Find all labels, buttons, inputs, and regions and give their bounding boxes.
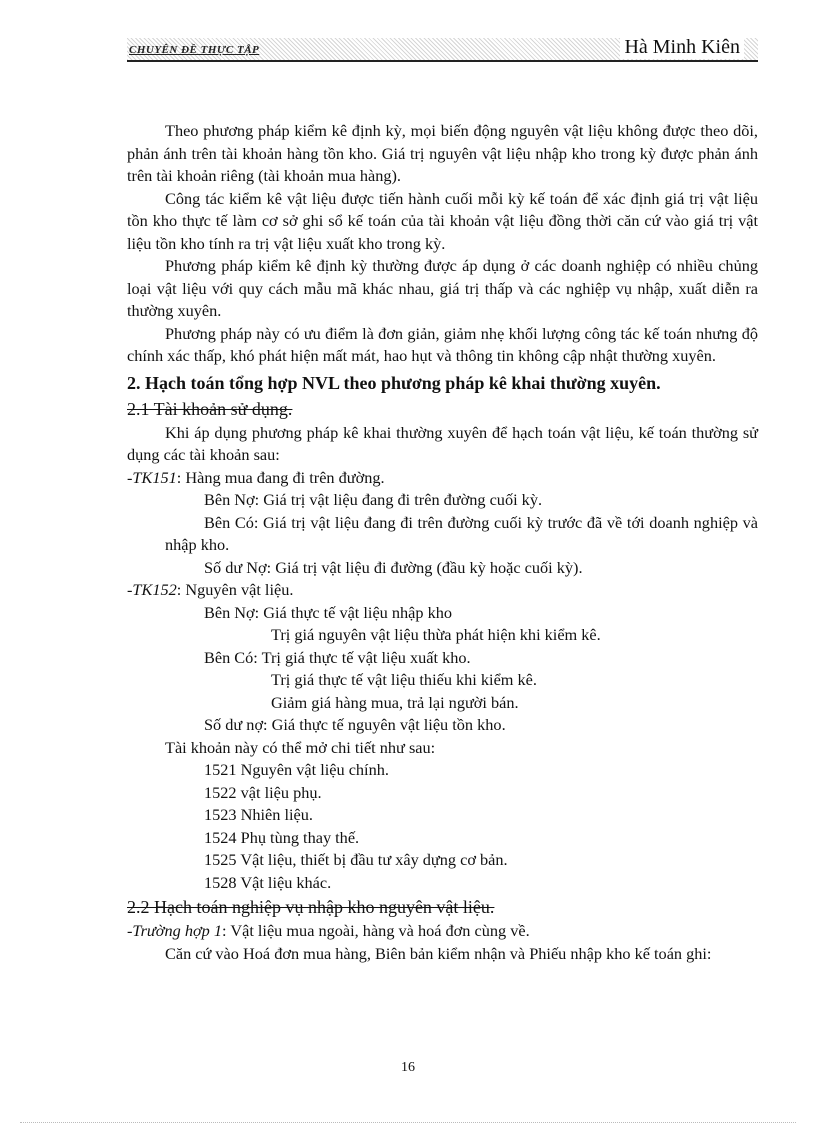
sub-account-item: 1523 Nhiên liệu. — [204, 805, 313, 824]
account-line: Bên Có: Trị giá thực tế vật liệu xuất kho. — [204, 647, 471, 667]
paragraph: Công tác kiểm kê vật liệu được tiến hành cuối mỗi kỳ kế toán để xác định giá trị vật liệu tồn kho thực tế làm cơ sở ghi sổ kế toán của tài khoản vật liệu đồng thời căn cứ vào giá trị vật liệu tồn kho tính ra trị vật liệu xuất kho trong kỳ. — [127, 188, 758, 253]
sub-account-item: 1525 Vật liệu, thiết bị đầu tư xây dựng cơ bản. — [204, 850, 508, 869]
subsection-heading: 2.1 Tài khoản sử dụng. — [127, 398, 293, 419]
account-line: Bên Có: Giá trị vật liệu đang đi trên đường cuối kỳ trước đã về tới doanh nghiệp và nhập kho. — [165, 512, 758, 554]
page-number: 16 — [401, 1060, 415, 1075]
account-tk152 — [127, 579, 758, 602]
account-name: : Nguyên vật liệu. — [176, 580, 294, 599]
sub-account-item: 1528 Vật liệu khác. — [204, 872, 332, 892]
paragraph: Phương pháp kiểm kê định kỳ thường được áp dụng ở các doanh nghiệp có nhiều chủng loại vật liệu với quy cách mẫu mã khác nhau, giá trị thấp và các nghiệp vụ nhập, xuất diễn ra thường xuyên. — [127, 256, 758, 320]
account-line: Trị giá nguyên vật liệu thừa phát hiện khi kiểm kê. — [271, 625, 601, 644]
case-text: : Vật liệu mua ngoài, hàng và hoá đơn cùng về. — [222, 921, 530, 940]
section-heading: 2. Hạch toán tổng hợp NVL theo phương pháp kê khai thường xuyên. — [127, 372, 661, 393]
paragraph: Khi áp dụng phương pháp kê khai thường xuyên để hạch toán vật liệu, kế toán thường sử dụng các tài khoản sau: — [127, 422, 758, 464]
case-line — [127, 920, 758, 943]
account-line: Bên Nợ: Giá trị vật liệu đang đi trên đường cuối kỳ. — [204, 490, 543, 509]
sub-account-item: 1522 vật liệu phụ. — [204, 782, 322, 802]
sub-account-item: 1521 Nguyên vật liệu chính. — [204, 760, 389, 779]
paragraph: Căn cứ vào Hoá đơn mua hàng, Biên bản kiểm nhận và Phiếu nhập kho kế toán ghi: — [165, 943, 712, 963]
account-code: -TK151 — [127, 467, 177, 487]
account-line: Trị giá thực tế vật liệu thiếu khi kiểm kê. — [271, 670, 537, 689]
account-name: : Hàng mua đang đi trên đường. — [176, 467, 385, 487]
sub-account-item: 1524 Phụ tùng thay thế. — [204, 827, 360, 847]
document-body — [127, 120, 758, 965]
case-label: -Trường hợp 1 — [127, 921, 223, 940]
account-code: -TK152 — [127, 580, 177, 599]
header-title: CHUYÊN ĐỀ THỰC TẬP — [129, 44, 260, 56]
account-line: Bên Nợ: Giá thực tế vật liệu nhập kho — [204, 602, 453, 622]
account-line: Số dư nợ: Giá thực tế nguyên vật liệu tồn kho. — [204, 715, 506, 734]
account-tk151 — [127, 467, 758, 490]
paragraph: Tài khoản này có thể mở chi tiết như sau: — [165, 737, 436, 757]
account-line: Số dư Nợ: Giá trị vật liệu đi đường (đầu kỳ hoặc cuối kỳ). — [204, 557, 583, 577]
page-header — [127, 38, 758, 62]
paragraph: Theo phương pháp kiểm kê định kỳ, mọi biến động nguyên vật liệu không được theo dõi, phản ánh trên tài khoản hàng tồn kho. Giá trị nguyên vật liệu nhập kho trong kỳ được phản ánh trên tài khoản riêng (tài khoản mua hàng). — [127, 121, 758, 185]
account-line: Giảm giá hàng mua, trả lại người bán. — [271, 692, 519, 712]
paragraph: Phương pháp này có ưu điểm là đơn giản, giảm nhẹ khối lượng công tác kế toán nhưng độ chính xác thấp, khó phát hiện mất mát, hao hụt và thông tin không cập nhật thường xuyên. — [127, 323, 758, 365]
header-author: Hà Minh Kiên — [620, 36, 744, 59]
subsection-heading: 2.2 Hạch toán nghiệp vụ nhập kho nguyên vật liệu. — [127, 897, 495, 917]
